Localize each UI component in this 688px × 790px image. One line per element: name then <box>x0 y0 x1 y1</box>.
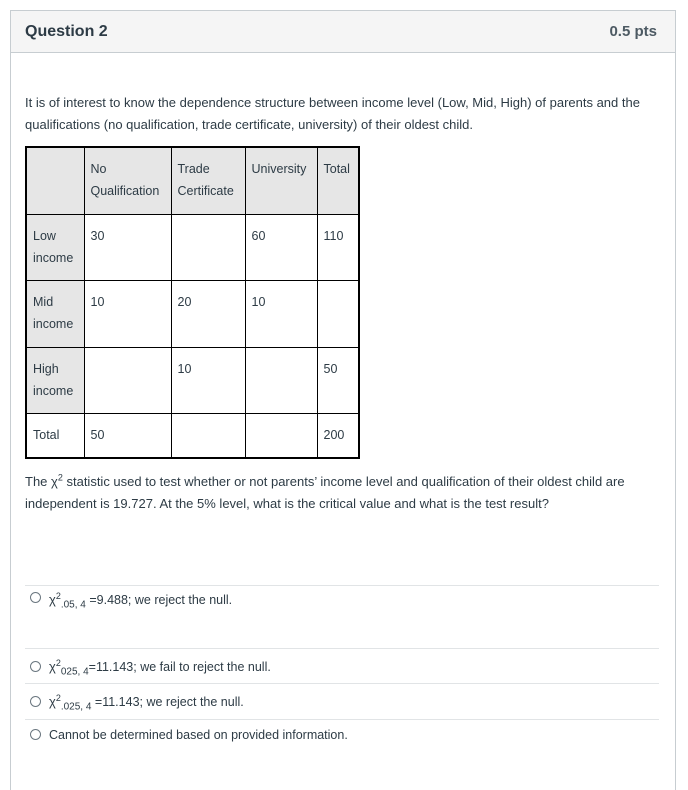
radio-button[interactable] <box>30 592 41 603</box>
table-cell: 50 <box>317 347 359 413</box>
table-row <box>26 347 359 413</box>
table-cell: 20 <box>171 280 245 347</box>
question-body <box>25 53 657 742</box>
answer-label: Cannot be determined based on provided information. <box>49 727 348 742</box>
table-cell: 10 <box>171 347 245 413</box>
question-header <box>11 11 675 53</box>
table-cell: 60 <box>245 214 317 280</box>
table-cell <box>245 413 317 458</box>
radio-button[interactable] <box>30 696 41 707</box>
table-row <box>26 413 359 458</box>
table-cell: 110 <box>317 214 359 280</box>
answer-label: $\chi^2_{025, 4}=11.143$; we fail to reject the null. <box>49 657 271 677</box>
table-row-label: Low income <box>26 214 84 280</box>
table-row <box>26 214 359 280</box>
answer-label: $\chi^2_{.05, 4} =9.488$; we reject the null. <box>49 590 233 611</box>
table-cell <box>317 280 359 347</box>
chi-symbol: χ <box>51 474 58 489</box>
answer-option-3[interactable] <box>25 683 659 719</box>
table-header-cell: Trade Certificate <box>171 147 245 214</box>
answer-option-4[interactable] <box>25 719 659 749</box>
answer-label: $\chi^2_{.025, 4} =11.143$; we reject the null. <box>49 692 244 713</box>
table-header-cell: Total <box>317 147 359 214</box>
table-row-label: Total <box>26 413 84 458</box>
table-header-cell: University <box>245 147 317 214</box>
answer-option-1[interactable] <box>25 585 659 648</box>
table-cell: 200 <box>317 413 359 458</box>
question-card <box>10 10 676 790</box>
table-header-row <box>26 147 359 214</box>
answer-option-2[interactable] <box>25 648 659 683</box>
radio-button[interactable] <box>30 729 41 740</box>
table-row-label: Mid income <box>26 280 84 347</box>
table-cell: 50 <box>84 413 171 458</box>
question-points: 0.5 pts <box>609 23 657 40</box>
table-cell: 30 <box>84 214 171 280</box>
table-cell: 10 <box>84 280 171 347</box>
table-cell <box>171 214 245 280</box>
question-prompt: It is of interest to know the dependence structure between income level (Low, Mid, High) of parents and the qualifications (no qualification, trade certificate, university) of their oldest child. <box>25 95 640 132</box>
table-cell <box>171 413 245 458</box>
question-title: Question 2 <box>25 22 108 40</box>
table-row <box>26 280 359 347</box>
radio-button[interactable] <box>30 661 41 672</box>
table-cell <box>245 347 317 413</box>
table-header-cell: No Qualification <box>84 147 171 214</box>
answer-list <box>25 585 659 749</box>
table-cell: 10 <box>245 280 317 347</box>
table-header-cell <box>26 147 84 214</box>
contingency-table <box>25 146 360 459</box>
table-row-label: High income <box>26 347 84 413</box>
table-cell <box>84 347 171 413</box>
question-statement: The $\chi^2$ statistic used to test whether or not parents’ income level and qualification of their oldest child are independent is 19.727. At the 5% level, what is the critical value and what is the test result? <box>25 472 625 511</box>
